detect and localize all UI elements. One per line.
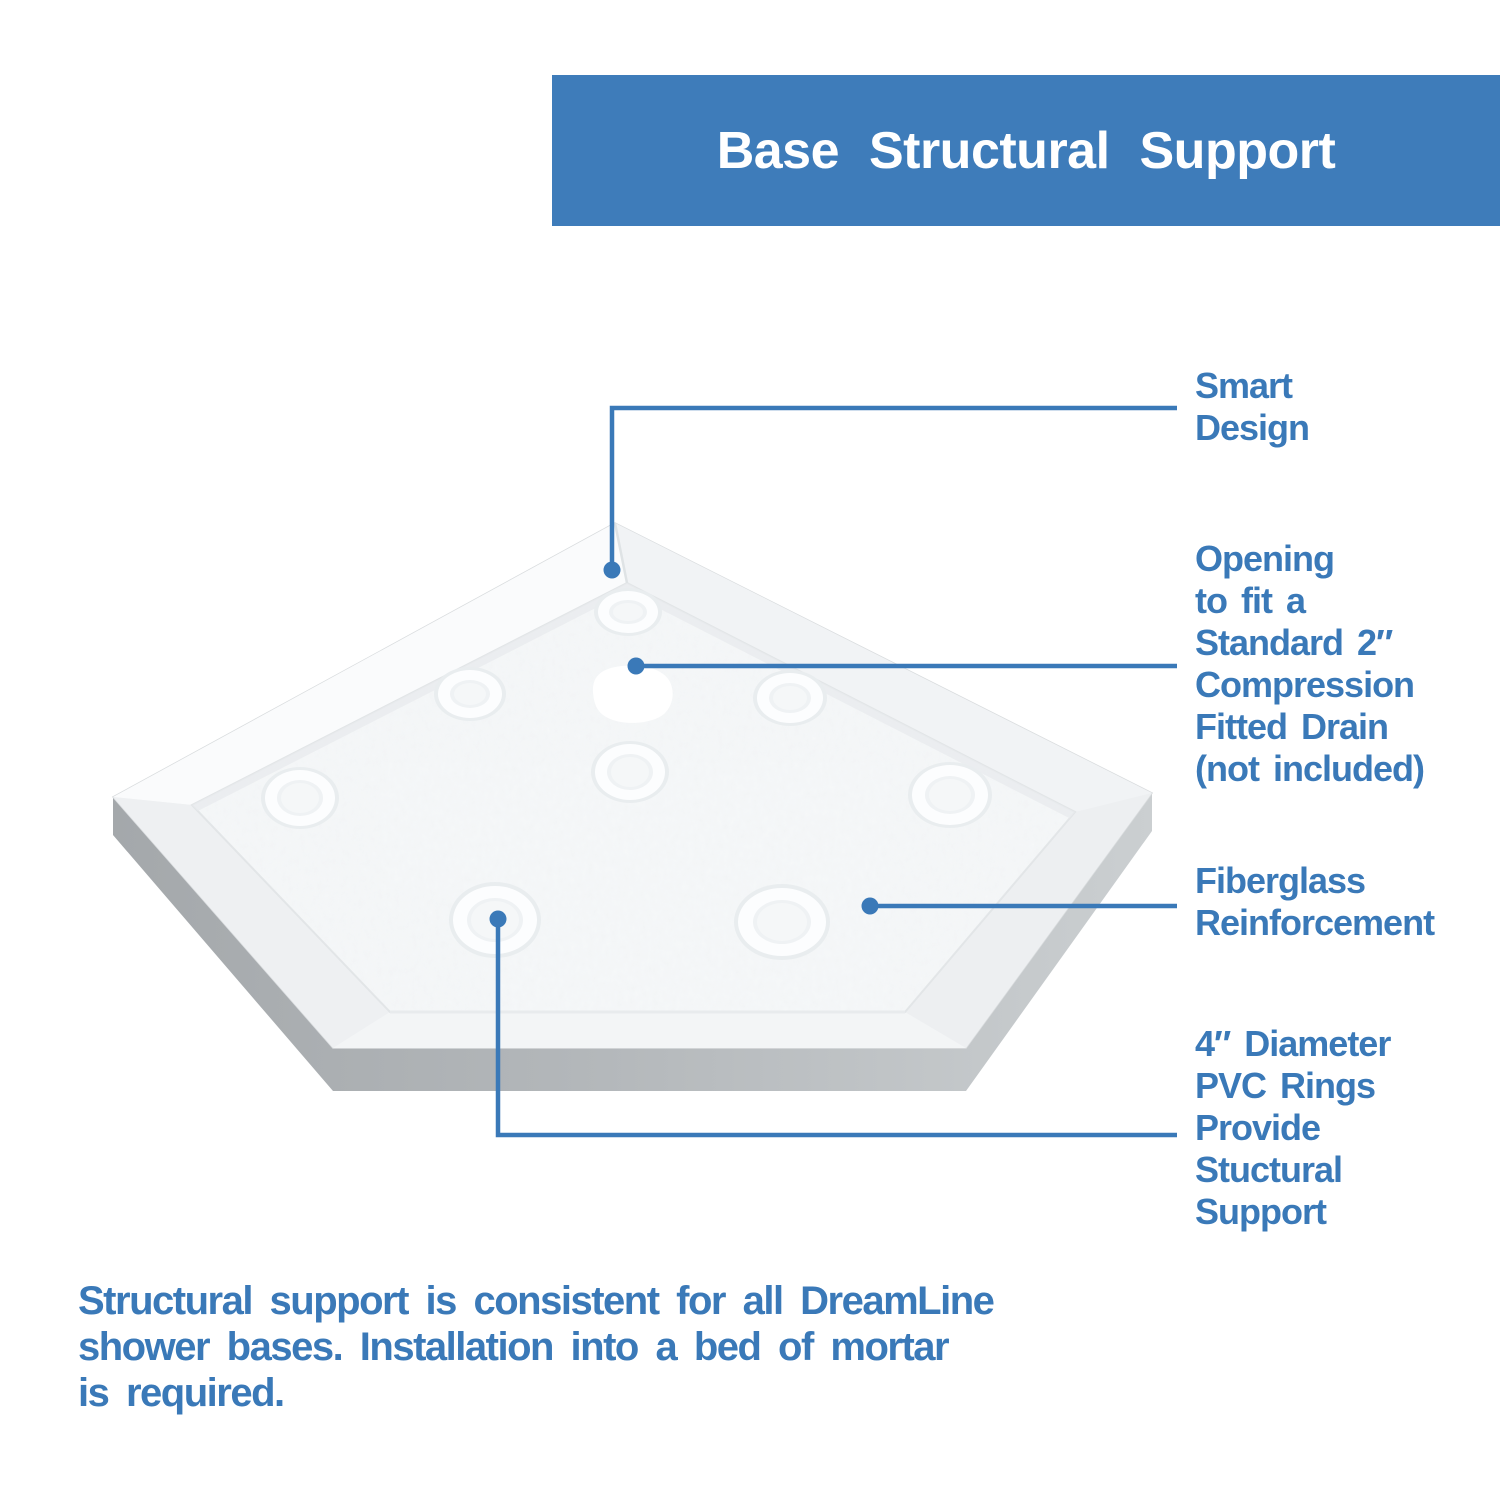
pvc-ring (908, 762, 992, 828)
callout-text-line: Stuctural (1195, 1149, 1343, 1190)
callout-text-line: Opening (1195, 538, 1334, 579)
callout-text-line: Compression (1195, 664, 1415, 705)
shower-base-illustration (113, 520, 1152, 1091)
callout-text-line: Reinforcement (1195, 902, 1435, 943)
pvc-ring (434, 667, 506, 721)
callout-text-line: Provide (1195, 1107, 1321, 1148)
callout-dot-fiberglass (862, 898, 879, 915)
footer-text-line: Structural support is consistent for all DreamLine (78, 1279, 994, 1323)
callout-text-line: Support (1195, 1191, 1326, 1232)
callout-dot-pvc-rings (490, 911, 507, 928)
callout-label-smart-design (1195, 365, 1309, 449)
footer-text-line: shower bases. Installation into a bed of mortar (78, 1325, 949, 1369)
pvc-ring (591, 741, 669, 803)
callout-text-line: to fit a (1195, 580, 1305, 621)
callout-label-drain-opening (1195, 538, 1424, 790)
page-title: Base Structural Support (716, 121, 1336, 180)
callout-text-line: 4″ Diameter (1195, 1023, 1391, 1064)
drain-opening-hole (593, 666, 673, 723)
callout-label-fiberglass-reinforcement (1195, 860, 1434, 944)
footer-text-line: is required. (78, 1371, 284, 1415)
pvc-ring (261, 767, 339, 829)
header-banner (552, 75, 1500, 226)
callout-label-pvc-rings (1195, 1023, 1390, 1233)
callout-dot-drain-opening (628, 658, 645, 675)
pvc-ring (594, 588, 662, 636)
callout-text-line: Smart (1195, 365, 1293, 406)
base-lip-bottom (333, 1012, 966, 1048)
callout-text-line: (not included) (1195, 748, 1424, 789)
pvc-ring (753, 670, 827, 726)
callout-dot-smart-design (604, 562, 621, 579)
callout-text-line: Fiberglass (1195, 860, 1366, 901)
footer-note (78, 1278, 993, 1416)
callout-text-line: Standard 2″ (1195, 622, 1393, 663)
callout-text-line: PVC Rings (1195, 1065, 1376, 1106)
pvc-ring (734, 884, 830, 960)
callout-text-line: Design (1195, 407, 1310, 448)
callout-text-line: Fitted Drain (1195, 706, 1389, 747)
callout-line-smart-design (612, 408, 1177, 570)
